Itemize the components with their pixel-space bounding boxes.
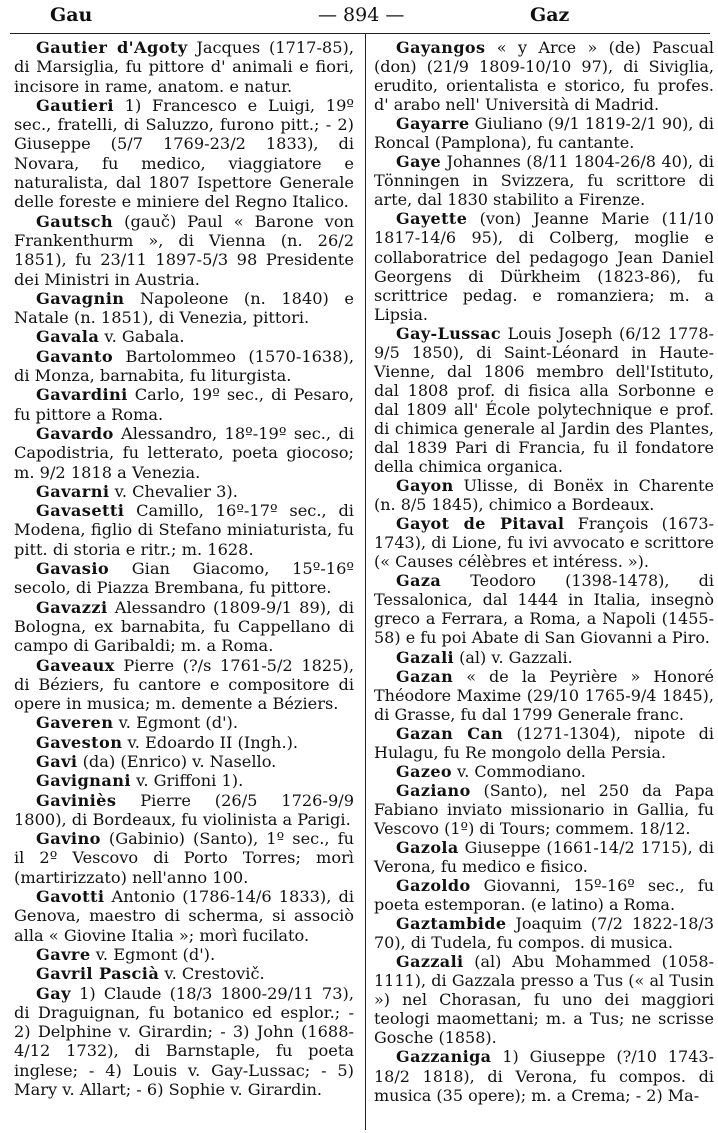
entry-text: (Gabinio) (Santo), 1º sec., fu il 2º Vescovo di Porto Torres; morì (martirizzato) nell'anno 100.	[14, 829, 354, 887]
dictionary-entry	[374, 324, 714, 476]
entry-text: v. Griffoni 1).	[130, 771, 244, 791]
entry-text: Alessandro, 18º-19º sec., di Capodistria, fu letterato, poeta giocoso; m. 9/2 1818 a Venezia.	[14, 423, 354, 482]
dictionary-entry	[14, 752, 354, 771]
entry-headword: Gaveston	[36, 732, 123, 752]
entry-text: Giuliano (9/1 1819-2/1 90), di Roncal (Pamplona), fu cantante.	[374, 114, 714, 153]
entry-text: v. Edoardo II (Ingh.).	[122, 732, 299, 752]
entry-headword: Gavre	[36, 944, 91, 964]
dictionary-entry	[14, 829, 354, 887]
entry-text: (al) Abu Mohammed (1058-1111), di Gazzala presso a Tus (« al Tusin ») nel Chorasan, fu uno dei maggiori teologi maomettani; m. a Tus; ne scrisse Gosche (1858).	[374, 952, 714, 1048]
entry-text: Gian Giacomo, 15º-16º secolo, di Piazza Brembana, fu pittore.	[14, 559, 354, 598]
column-divider	[365, 34, 366, 1130]
dictionary-entry	[374, 781, 714, 838]
dictionary-entry	[374, 38, 714, 114]
header-right-keyword: Gaz	[530, 4, 570, 26]
entry-text: v. Egmont (d').	[113, 713, 239, 733]
entry-headword: Gautsch	[36, 211, 114, 231]
entry-headword: Gazeo	[396, 761, 452, 781]
dictionary-entry	[374, 648, 714, 667]
entry-headword: Gavala	[36, 327, 100, 347]
entry-text: Pierre (26/5 1726-9/9 1800), di Bordeaux, fu violinista a Parigi.	[14, 790, 354, 829]
entry-text: (al) v. Gazzali.	[454, 647, 573, 667]
dictionary-entry	[14, 559, 354, 598]
entry-text: Bartolommeo (1570-1638), di Monza, barnabita, fu liturgista.	[14, 346, 354, 386]
dictionary-entry	[14, 212, 354, 289]
entry-text: Ulisse, di Bonëx in Charente (n. 8/5 1845), chimico a Bordeaux.	[374, 476, 714, 515]
entry-text: François (1673-1743), di Lione, fu ivi avvocato e scrittore (« Causes célèbres et intéress. »).	[374, 514, 714, 572]
dictionary-entry	[14, 945, 354, 964]
entry-headword: Gavasio	[36, 559, 110, 579]
entry-headword: Gaveren	[36, 713, 114, 733]
entry-headword: Gazan	[396, 666, 454, 686]
entry-headword: Gautier d'Agoty	[36, 38, 188, 57]
entry-text: v. Crestovič.	[159, 964, 265, 984]
dictionary-entry	[14, 791, 354, 830]
entry-text: v. Egmont (d').	[90, 944, 216, 964]
header-rule	[10, 33, 710, 34]
entry-headword: Gayot de Pitaval	[396, 514, 565, 534]
dictionary-entry	[14, 385, 354, 424]
entry-headword: Gazan Can	[396, 723, 504, 743]
entry-headword: Gavagnin	[36, 288, 125, 308]
entry-headword: Gavazzi	[36, 597, 108, 617]
entry-headword: Gavi	[36, 751, 78, 771]
entry-headword: Gaviniès	[36, 790, 117, 810]
entry-headword: Gaza	[396, 571, 442, 591]
entry-headword: Gautieri	[36, 95, 114, 115]
entry-text: v. Commodiano.	[451, 761, 586, 781]
entry-headword: Gaziano	[396, 780, 471, 800]
entry-text: Johannes (8/11 1804-26/8 40), di Tönningen in Svizzera, fu scrittore di arte, dal 1830 stabilito a Firenze.	[374, 152, 714, 210]
dictionary-entry	[14, 482, 354, 501]
entry-text: v. Chevalier 3).	[109, 481, 238, 501]
entry-headword: Gaztambide	[396, 914, 507, 934]
entry-headword: Gavotti	[36, 887, 105, 907]
entry-headword: Gazoldo	[396, 876, 471, 896]
entry-text: Pierre (?/s 1761-5/2 1825), di Béziers, fu cantore e compositore di opere in musica; m. demente a Béziers.	[14, 655, 354, 714]
dictionary-entry	[14, 424, 354, 482]
entry-headword: Gavino	[36, 829, 101, 849]
entry-headword: Gay-Lussac	[396, 323, 501, 343]
dictionary-entry	[374, 762, 714, 781]
entry-text: « y Arce » (de) Pascual (don) (21/9 1809-10/10 97), di Siviglia, erudito, orientalista e storico, fu profes. d' arabo nell' Università di Madrid.	[374, 38, 714, 115]
entry-headword: Gavril Pascià	[36, 964, 160, 984]
dictionary-entry	[374, 876, 714, 914]
entry-text: Camillo, 16º-17º sec., di Modena, figlio di Stefano miniaturista, fu pitt. di storia e ritr.; m. 1628.	[14, 501, 354, 559]
entry-headword: Gayarre	[396, 114, 470, 134]
entry-headword: Gavarni	[36, 481, 110, 501]
dictionary-entry	[14, 656, 354, 714]
entry-headword: Gazali	[396, 647, 455, 667]
entry-headword: Gavardo	[36, 423, 114, 443]
entry-headword: Gay	[36, 983, 71, 1003]
entry-text: 1) Giuseppe (?/10 1743-18/2 1818), di Verona, fu compos. di musica (35 opere); m. a Crema; - 2) Ma-	[374, 1047, 714, 1105]
header-left-keyword: Gau	[50, 4, 93, 26]
dictionary-entry	[374, 476, 714, 514]
entry-text: (Santo), nel 250 da Papa Fabiano inviato missionario in Gallia, fu Vescovo (1º) di Tours; commem. 18/12.	[374, 780, 714, 838]
entry-text: Carlo, 19º sec., di Pesaro, fu pittore a Roma.	[14, 385, 354, 424]
entry-text: Giovanni, 15º-16º sec., fu poeta estemporan. (e latino) a Roma.	[374, 876, 714, 915]
dictionary-entry	[14, 984, 354, 1100]
entry-text: 1) Francesco e Luigi, 19º sec., fratelli, di Saluzzo, furono pitt.; - 2) Giuseppe (5/7 1769-23/2 1833), di Novara, fu medico, viaggiatore e naturalista, dal 1807 Ispettore Generale delle foreste e miniere del Regno Italico.	[14, 95, 354, 212]
dictionary-entry	[374, 571, 714, 647]
entry-headword: Gavardini	[36, 385, 128, 405]
dictionary-entry	[374, 667, 714, 724]
entry-text: 1) Claude (18/3 1800-29/11 73), di Draguignan, fu botanico ed esplor.; - 2) Delphine v. Girardin; - 3) John (1688-4/12 1732), di Barnstaple, fu poeta inglese; - 4) Louis v. Gay-Lussac; - 5) Mary v. Allart; - 6) Sophie v. Girardin.	[14, 983, 354, 1100]
left-column	[14, 38, 354, 1099]
entry-text: Louis Joseph (6/12 1778-9/5 1850), di Saint-Léonard in Haute-Vienne, dal 1806 membro dell'Istituto, dal 1808 prof. di fisica alla Sorbonne e dal 1809 all' École polytechnique e prof. di chimica generale al Jardin des Plantes, dal 1839 Pari di Francia, fu il fondatore della chimica organica.	[374, 323, 714, 477]
right-column	[374, 38, 714, 1105]
entry-headword: Gavignani	[36, 771, 131, 791]
dictionary-entry	[14, 964, 354, 983]
dictionary-entry	[374, 952, 714, 1047]
entry-text: (1271-1304), nipote di Hulagu, fu Re mongolo della Persia.	[374, 723, 714, 762]
entry-text: (gauč) Paul « Barone von Frankenthurm », di Vienna (n. 26/2 1851), fu 23/11 1897-5/3 98 Presidente dei Ministri in Austria.	[14, 211, 354, 289]
entry-headword: Gazzali	[396, 952, 464, 972]
entry-text: Giuseppe (1661-14/2 1715), di Verona, fu medico e fisico.	[374, 837, 714, 877]
dictionary-entry	[374, 209, 714, 323]
entry-headword: Gazola	[396, 837, 459, 857]
dictionary-entry	[14, 501, 354, 559]
dictionary-entry	[374, 724, 714, 762]
dictionary-entry	[14, 598, 354, 656]
dictionary-entry	[374, 914, 714, 952]
entry-text: (von) Jeanne Marie (11/10 1817-14/6 95), di Colberg, moglie e collaboratrice del pedagogo Jean Daniel Georgens di Dürkheim (1823-86), fu scrittrice pedag. e romanziera; m. a Lipsia.	[374, 209, 714, 324]
dictionary-entry	[14, 96, 354, 212]
entry-headword: Gavasetti	[36, 501, 125, 521]
entry-headword: Gayette	[396, 209, 468, 229]
dictionary-entry	[14, 38, 354, 96]
entry-text: Teodoro (1398-1478), di Tessalonica, dal 1444 in Italia, insegnò greco a Ferrara, a Roma, a Napoli (1455-58) e fu poi Abate di San Giovanni a Piro.	[374, 571, 714, 648]
entry-text: v. Gabala.	[99, 327, 185, 347]
dictionary-entry	[374, 114, 714, 152]
entry-text: Jacques (1717-85), di Marsiglia, fu pittore d' animali e fiori, incisore in rame, anatom. e natur.	[14, 38, 354, 96]
dictionary-entry	[14, 771, 354, 790]
entry-headword: Gavanto	[36, 346, 114, 366]
entry-text: « de la Peyrière » Honoré Théodore Maxime (29/10 1765-9/4 1845), di Grasse, fu dal 1799 Generale franc.	[374, 666, 714, 724]
entry-headword: Gayon	[396, 476, 454, 496]
page-header	[0, 2, 718, 32]
entry-text: Joaquim (7/2 1822-18/3 70), di Tudela, fu compos. di musica.	[374, 914, 714, 953]
dictionary-entry	[374, 514, 714, 571]
dictionary-entry	[14, 289, 354, 328]
entry-text: Antonio (1786-14/6 1833), di Genova, maestro di scherma, si associò alla « Giovine Italia »; morì fucilato.	[14, 887, 354, 945]
dictionary-entry	[374, 152, 714, 209]
dictionary-entry	[14, 733, 354, 752]
dictionary-entry	[14, 887, 354, 945]
entry-text: (da) (Enrico) v. Nasello.	[77, 751, 277, 771]
entry-headword: Gaveaux	[36, 655, 115, 675]
dictionary-entry	[374, 838, 714, 876]
page-number: — 894 —	[318, 4, 405, 26]
dictionary-entry	[14, 713, 354, 732]
entry-headword: Gazzaniga	[396, 1047, 492, 1067]
entry-headword: Gayangos	[396, 38, 486, 57]
entry-text: Napoleone (n. 1840) e Natale (n. 1851), di Venezia, pittori.	[14, 288, 354, 328]
dictionary-entry	[14, 347, 354, 386]
dictionary-entry	[14, 327, 354, 346]
entry-text: Alessandro (1809-9/1 89), di Bologna, ex barnabita, fu Cappellano di campo di Garibaldi; m. a Roma.	[14, 597, 354, 656]
dictionary-entry	[374, 1047, 714, 1104]
entry-headword: Gaye	[396, 152, 442, 172]
